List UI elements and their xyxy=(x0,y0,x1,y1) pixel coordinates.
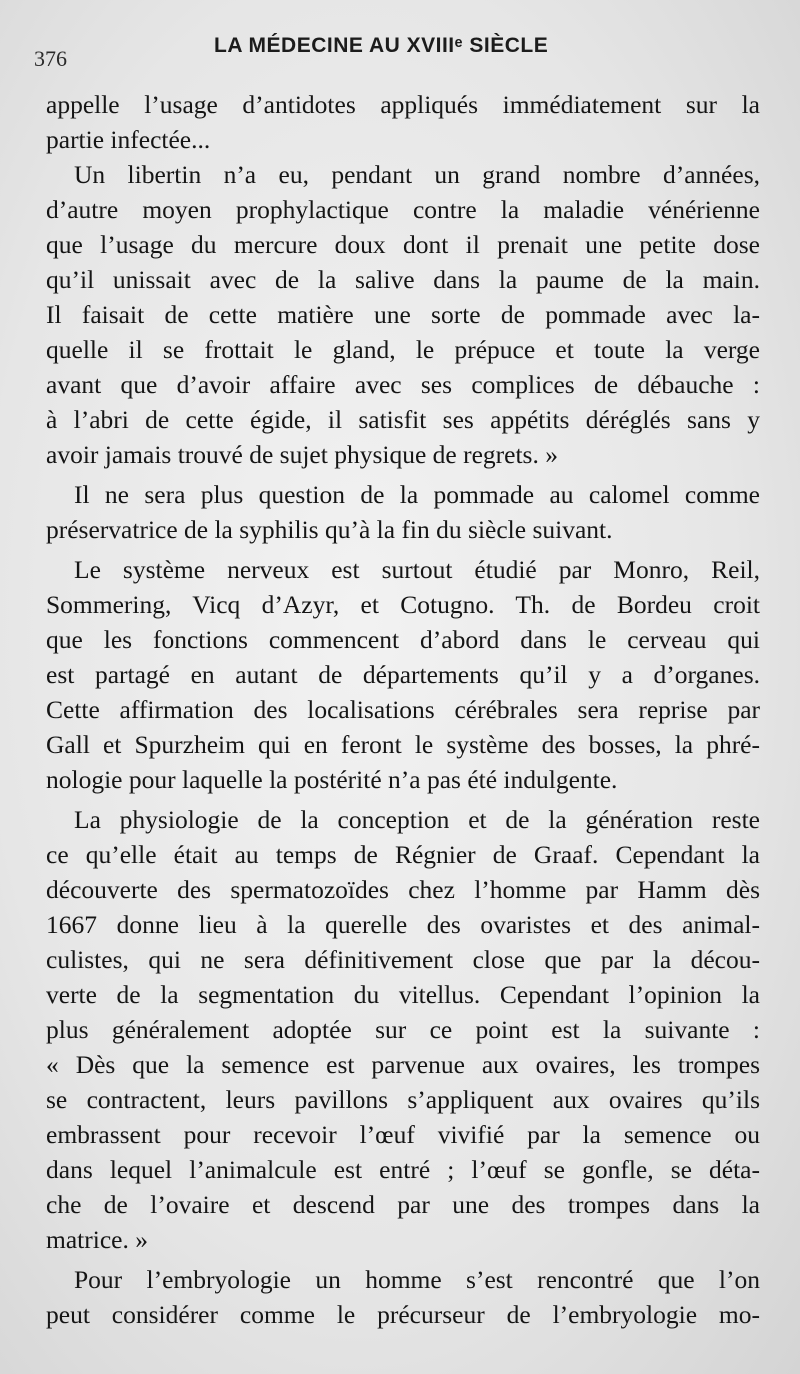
text-line: plus généralement adoptée sur ce point est la suivante : xyxy=(46,1015,760,1044)
text-line: Un libertin n’a eu, pendant un grand nombre d’années, xyxy=(74,160,760,189)
page-number: 376 xyxy=(34,46,67,71)
text-line: « Dès que la semence est parvenue aux ovaires, les trompes xyxy=(46,1050,760,1079)
text-line: avoir jamais trouvé de sujet physique de regrets. » xyxy=(46,440,558,469)
text-line: d’autre moyen prophylactique contre la maladie vénérienne xyxy=(46,195,760,224)
text-line: avant que d’avoir affaire avec ses complices de débauche : xyxy=(46,370,760,399)
text-line: 1667 donne lieu à la querelle des ovaristes et des animal- xyxy=(46,910,760,939)
text-line: qu’il unissait avec de la salive dans la paume de la main. xyxy=(46,265,760,294)
text-line: verte de la segmentation du vitellus. Cependant l’opinion la xyxy=(46,980,760,1009)
text-line: Sommering, Vicq d’Azyr, et Cotugno. Th. de Bordeu croit xyxy=(46,590,760,619)
text-line: Le système nerveux est surtout étudié par Monro, Reil, xyxy=(74,555,760,584)
text-line: que les fonctions commencent d’abord dans le cerveau qui xyxy=(46,625,760,654)
text-line: Il faisait de cette matière une sorte de pommade avec la- xyxy=(46,300,760,329)
text-line: quelle il se frottait le gland, le prépuce et toute la verge xyxy=(46,335,760,364)
text-line: que l’usage du mercure doux dont il prenait une petite dose xyxy=(46,230,760,259)
running-head xyxy=(34,30,754,71)
running-title: LA MÉDECINE AU XVIIIᵉ SIÈCLE xyxy=(214,34,549,57)
text-line: che de l’ovaire et descend par une des trompes dans la xyxy=(46,1190,760,1219)
text-line: nologie pour laquelle la postérité n’a pas été indulgente. xyxy=(46,765,618,794)
text-line: Gall et Spurzheim qui en feront le système des bosses, la phré- xyxy=(46,730,760,759)
text-line: Cette affirmation des localisations cérébrales sera reprise par xyxy=(46,695,760,724)
text-line: matrice. » xyxy=(46,1225,148,1254)
text-line: à l’abri de cette égide, il satisfit ses appétits déréglés sans y xyxy=(46,405,760,434)
text-line: peut considérer comme le précurseur de l’embryologie mo- xyxy=(46,1300,760,1329)
text-line: est partagé en autant de départements qu’il y a d’organes. xyxy=(46,660,760,689)
text-line: Pour l’embryologie un homme s’est rencontré que l’on xyxy=(74,1265,760,1294)
text-line: dans lequel l’animalcule est entré ; l’œuf se gonfle, se déta- xyxy=(46,1155,760,1184)
text-line: La physiologie de la conception et de la génération reste xyxy=(74,805,760,834)
text-line: Il ne sera plus question de la pommade au calomel comme xyxy=(74,480,760,509)
text-line: embrassent pour recevoir l’œuf vivifié par la semence ou xyxy=(46,1120,760,1149)
text-line: culistes, qui ne sera définitivement close que par la décou- xyxy=(46,945,760,974)
text-line: préservatrice de la syphilis qu’à la fin du siècle suivant. xyxy=(46,515,613,544)
text-line: découverte des spermatozoïdes chez l’homme par Hamm dès xyxy=(46,875,760,904)
text-line: se contractent, leurs pavillons s’appliquent aux ovaires qu’ils xyxy=(46,1085,760,1114)
text-line: partie infectée... xyxy=(46,125,211,154)
text-line: appelle l’usage d’antidotes appliqués immédiatement sur la xyxy=(46,90,760,119)
text-line: ce qu’elle était au temps de Régnier de Graaf. Cependant la xyxy=(46,840,760,869)
